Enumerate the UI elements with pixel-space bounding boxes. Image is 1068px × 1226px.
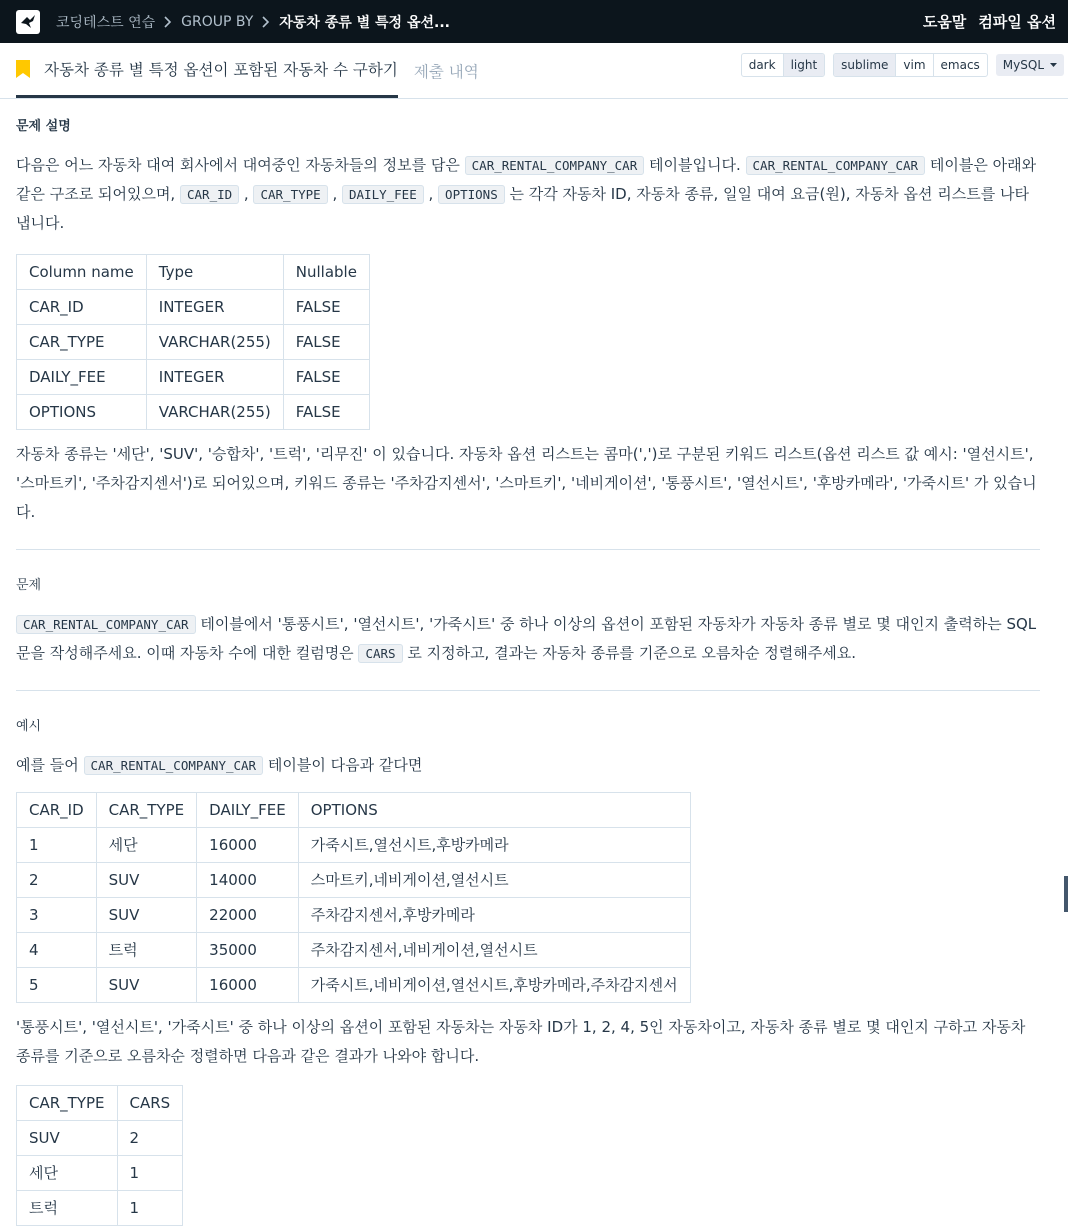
table-cell: 16000 (197, 828, 299, 863)
table-cell: 스마트키,네비게이션,열선시트 (298, 863, 690, 898)
table-header-row (17, 255, 370, 290)
schema-table (16, 254, 370, 430)
table-cell: CAR_TYPE (17, 325, 147, 360)
table-row (17, 1156, 183, 1191)
table-cell: 14000 (197, 863, 299, 898)
splitter-handle[interactable] (1064, 876, 1068, 912)
table-header: Column name (17, 255, 147, 290)
text: 로 지정하고, 결과는 자동차 종류를 기준으로 오름차순 정렬해주세요. (407, 644, 856, 662)
table-row (17, 1191, 183, 1226)
theme-toggle (741, 53, 825, 77)
table-cell: SUV (17, 1121, 118, 1156)
table-cell: INTEGER (146, 360, 283, 395)
table-cell: 가죽시트,열선시트,후방카메라 (298, 828, 690, 863)
example-table (16, 792, 691, 1003)
table-cell: 4 (17, 933, 97, 968)
code-table-name: CAR_RENTAL_COMPANY_CAR (84, 756, 264, 775)
table-row (17, 933, 691, 968)
options-paragraph: 자동차 종류는 '세단', 'SUV', '승합차', '트럭', '리무진' 이 있습니다. 자동차 옵션 리스트는 콤마(',')로 구분된 키워드 리스트(옵션 리스트 값 예시: '열선시트', '스마트키', '주차감지센서')로 되어있으며, 키워드 종류는 '주차감지센서', '스마트키', '네비게이션', '통풍시트', '열선시트', '후방카메라', '가죽시트' 가 있습니다. (16, 445, 1037, 521)
table-cell: SUV (96, 863, 197, 898)
submissions-label: 제출 내역 (413, 62, 479, 81)
code-table-name: CAR_RENTAL_COMPANY_CAR (746, 156, 926, 175)
table-row (17, 968, 691, 1003)
text: 예를 들어 (16, 756, 79, 774)
table-header: CAR_TYPE (17, 1086, 118, 1121)
title-bar (0, 43, 1068, 99)
description-paragraph: 다음은 어느 자동차 대여 회사에서 대여중인 자동차들의 정보를 담은 CAR_RENTAL_COMPANY_CAR 테이블입니다. CAR_RENTAL_COMPANY_CAR 테이블은 아래와 같은 구조로 되어있으며, CAR_ID , CAR_TYPE , DAILY_FEE , OPTIONS 는 각각 자동차 ID, 자동차 종류, 일일 대여 요금(원), 자동차 옵션 리스트를 나타냅니다. (16, 156, 1037, 232)
table-cell: FALSE (283, 360, 369, 395)
compile-options-button[interactable]: 컴파일 옵션 (978, 13, 1056, 31)
table-header: OPTIONS (298, 793, 690, 828)
table-cell: 3 (17, 898, 97, 933)
table-cell: DAILY_FEE (17, 360, 147, 395)
table-header: Nullable (283, 255, 369, 290)
table-cell: 가죽시트,네비게이션,열선시트,후방카메라,주차감지센서 (298, 968, 690, 1003)
breadcrumb-practice[interactable]: 코딩테스트 연습 (56, 14, 156, 31)
code-column: OPTIONS (438, 185, 505, 204)
table-cell: 트럭 (17, 1191, 118, 1226)
table-cell: FALSE (283, 395, 369, 430)
section-heading-example: 예시 (16, 719, 42, 734)
table-cell: VARCHAR(255) (146, 395, 283, 430)
table-cell: INTEGER (146, 290, 283, 325)
table-cell: 35000 (197, 933, 299, 968)
text: 테이블이 다음과 같다면 (267, 756, 423, 774)
table-cell: 세단 (17, 1156, 118, 1191)
table-row (17, 1121, 183, 1156)
problem-title: 자동차 종류 별 특정 옵션이 포함된 자동차 수 구하기 (44, 61, 398, 79)
tab-problem[interactable] (16, 43, 398, 98)
table-cell: 2 (117, 1121, 183, 1156)
language-select[interactable] (996, 54, 1064, 76)
table-header: CAR_ID (17, 793, 97, 828)
table-header: CAR_TYPE (96, 793, 197, 828)
chevron-right-icon (257, 13, 275, 31)
table-cell: 트럭 (96, 933, 197, 968)
code-column: DAILY_FEE (342, 185, 424, 204)
table-header: CARS (117, 1086, 183, 1121)
theme-dark-button[interactable]: dark (742, 54, 784, 76)
table-cell: 5 (17, 968, 97, 1003)
table-cell: OPTIONS (17, 395, 147, 430)
table-row (17, 898, 691, 933)
bookmark-icon (16, 60, 30, 78)
table-cell: 1 (17, 828, 97, 863)
table-cell: 16000 (197, 968, 299, 1003)
language-label: MySQL (1002, 57, 1044, 72)
table-cell: CAR_ID (17, 290, 147, 325)
tab-submissions[interactable] (414, 43, 479, 98)
table-cell: 2 (17, 863, 97, 898)
table-header: Type (146, 255, 283, 290)
text: 테이블에서 '통풍시트', '열선시트', '가죽시트' 중 하나 이상의 옵션이 포함된 자동차가 자동차 종류 별로 몇 대인지 출력하는 SQL문을 작성해주세요. 이때 자동차 수에 대한 컬럼명은 (16, 615, 1037, 662)
table-row (17, 828, 691, 863)
table-row (17, 395, 370, 430)
table-cell: 1 (117, 1191, 183, 1226)
section-heading-description: 문제 설명 (16, 119, 71, 134)
code-column: CAR_TYPE (253, 185, 327, 204)
table-cell: 주차감지센서,네비게이션,열선시트 (298, 933, 690, 968)
table-cell: FALSE (283, 290, 369, 325)
problem-paragraph (16, 610, 1040, 668)
result-table (16, 1085, 183, 1226)
keymap-emacs-button[interactable]: emacs (940, 57, 980, 72)
keymap-sublime-button[interactable]: sublime (834, 54, 896, 76)
table-cell: SUV (96, 898, 197, 933)
table-header-row (17, 793, 691, 828)
table-cell: 주차감지센서,후방카메라 (298, 898, 690, 933)
code-column: CAR_ID (180, 185, 239, 204)
table-cell: VARCHAR(255) (146, 325, 283, 360)
table-cell: 1 (117, 1156, 183, 1191)
programmers-logo-icon[interactable] (16, 10, 40, 34)
text: 는 각각 자동차 ID, 자동차 종류, 일일 대여 요금(원), 자동차 옵션 리스트를 나타냅니다. (16, 185, 1029, 232)
table-row (17, 360, 370, 395)
code-column: CARS (358, 644, 402, 663)
table-header: DAILY_FEE (197, 793, 299, 828)
code-table-name: CAR_RENTAL_COMPANY_CAR (465, 156, 645, 175)
keymap-vim-button[interactable]: vim (896, 54, 933, 76)
example-explanation: '통풍시트', '열선시트', '가죽시트' 중 하나 이상의 옵션이 포함된 자동차는 자동차 ID가 1, 2, 4, 5인 자동차이고, 자동차 종류 별로 몇 대인지 구하고 자동차 종류를 기준으로 오름차순 정렬하면 다음과 같은 결과가 나와야 합니다. (16, 1018, 1026, 1065)
table-cell: 22000 (197, 898, 299, 933)
table-row (17, 290, 370, 325)
table-cell: FALSE (283, 325, 369, 360)
text: 테이블은 아래와 같은 구조로 되어있으며, (16, 156, 1037, 203)
divider (16, 690, 1040, 691)
top-nav (0, 0, 1068, 43)
keymap-toggle (833, 53, 988, 77)
table-header-row (17, 1086, 183, 1121)
table-cell: SUV (96, 968, 197, 1003)
theme-light-button[interactable]: light (784, 54, 825, 76)
caret-down-icon (1050, 63, 1057, 67)
section-heading-problem: 문제 (16, 578, 42, 593)
breadcrumb-current: 자동차 종류 별 특정 옵션... (279, 14, 450, 31)
table-cell: 세단 (96, 828, 197, 863)
help-button[interactable]: 도움말 (922, 13, 967, 31)
example-intro (16, 751, 1040, 780)
table-row (17, 325, 370, 360)
breadcrumb-category[interactable]: GROUP BY (181, 13, 254, 30)
divider (16, 549, 1040, 550)
text: 테이블입니다. (649, 156, 741, 174)
chevron-right-icon (159, 13, 177, 31)
problem-description (0, 99, 1068, 1226)
code-table-name: CAR_RENTAL_COMPANY_CAR (16, 615, 196, 634)
text: 다음은 어느 자동차 대여 회사에서 대여중인 자동차들의 정보를 담은 (16, 156, 460, 174)
table-row (17, 863, 691, 898)
